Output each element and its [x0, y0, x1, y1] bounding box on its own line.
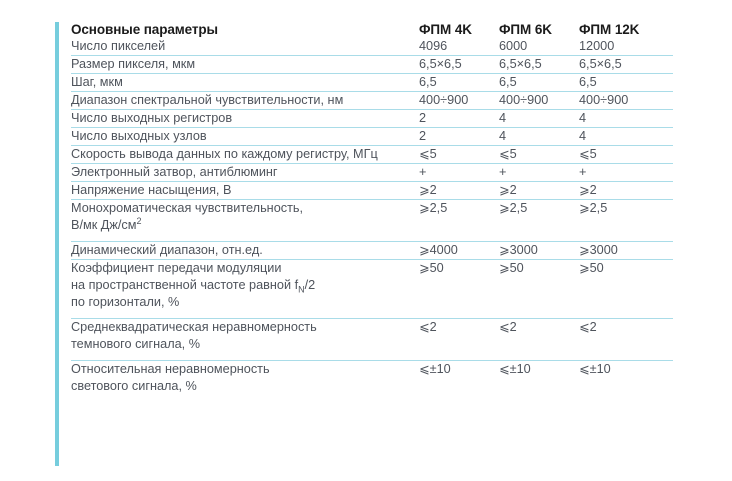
value-fpm-12k: 6,5×6,5	[579, 56, 673, 74]
value-fpm-12k: 4	[579, 128, 673, 146]
value-fpm-4k: ⩾50	[419, 260, 499, 319]
parameter-label: Скорость вывода данных по каждому регистру, МГц	[71, 146, 419, 164]
value-fpm-6k: 400÷900	[499, 92, 579, 110]
table-row	[71, 38, 673, 56]
parameter-label: Шаг, мкм	[71, 74, 419, 92]
value-fpm-6k: +	[499, 164, 579, 182]
table-body	[71, 38, 673, 402]
parameter-label: Электронный затвор, антиблюминг	[71, 164, 419, 182]
parameter-line-2: светового сигнала, %	[71, 379, 197, 394]
value-fpm-6k: ⩾2,5	[499, 200, 579, 242]
column-header-fpm-6k: ФПМ 6K	[499, 22, 552, 37]
value-fpm-4k: +	[419, 164, 499, 182]
parameter-label: Напряжение насыщения, В	[71, 182, 419, 200]
value-fpm-4k: 4096	[419, 39, 448, 54]
value-fpm-12k: ⩾2,5	[579, 200, 673, 242]
parameter-line-2-text: В/мк Дж/см	[71, 218, 137, 233]
value-fpm-6k: 6,5	[499, 74, 579, 92]
value-fpm-6k: ⩾2	[499, 182, 579, 200]
parameter-label	[71, 260, 419, 319]
value-fpm-4k: ⩽±10	[419, 361, 499, 403]
column-header-fpm-4k: ФПМ 4K	[419, 22, 472, 37]
value-fpm-4k: ⩾4000	[419, 242, 499, 260]
parameter-label: Число выходных узлов	[71, 128, 419, 146]
parameter-label	[71, 319, 419, 361]
value-fpm-12k: 12000	[579, 39, 615, 54]
value-fpm-6k: ⩽2	[499, 319, 579, 361]
parameter-line-3: по горизонтали, %	[71, 295, 180, 310]
table-row	[71, 260, 673, 319]
table-row	[71, 92, 673, 110]
left-accent-bar	[55, 22, 59, 466]
parameter-line-2: темнового сигнала, %	[71, 337, 201, 352]
table-header	[71, 22, 673, 38]
table-row	[71, 56, 673, 74]
parameter-line-1: Среднеквадратическая неравномерность	[71, 320, 317, 335]
value-fpm-4k: ⩾2,5	[419, 200, 499, 242]
table-title: Основные параметры	[71, 22, 218, 37]
value-fpm-6k: ⩾50	[499, 260, 579, 319]
table-row	[71, 242, 673, 260]
value-fpm-12k: ⩽2	[579, 319, 673, 361]
value-fpm-12k: ⩾3000	[579, 242, 673, 260]
value-fpm-6k: ⩽±10	[499, 361, 579, 403]
value-fpm-12k: +	[579, 164, 673, 182]
table-row	[71, 164, 673, 182]
table-row	[71, 182, 673, 200]
value-fpm-4k: 2	[419, 128, 499, 146]
table-row	[71, 110, 673, 128]
parameter-label: Число выходных регистров	[71, 110, 419, 128]
header-row	[71, 22, 673, 38]
parameter-line-1: Коэффициент передачи модуляции	[71, 261, 282, 276]
value-fpm-4k: ⩾2	[419, 182, 499, 200]
superscript-2: 2	[136, 215, 142, 226]
parameter-line-1: Монохроматическая чувствительность,	[71, 201, 304, 216]
parameter-line-2-tail: /2	[304, 278, 316, 293]
parameter-label: Диапазон спектральной чувствительности, нм	[71, 92, 419, 110]
value-fpm-6k: ⩽5	[499, 146, 579, 164]
value-fpm-6k: 6000	[499, 39, 528, 54]
parameter-label: Динамический диапазон, отн.ед.	[71, 242, 419, 260]
value-fpm-4k: ⩽5	[419, 146, 499, 164]
value-fpm-12k: 4	[579, 110, 673, 128]
parameter-label: Число пикселей	[71, 39, 166, 54]
table-row	[71, 146, 673, 164]
table-row	[71, 200, 673, 242]
value-fpm-4k: ⩽2	[419, 319, 499, 361]
value-fpm-12k: ⩾50	[579, 260, 673, 319]
parameter-line-1: Относительная неравномерность	[71, 362, 270, 377]
specifications-table	[71, 22, 673, 402]
value-fpm-12k: ⩽5	[579, 146, 673, 164]
value-fpm-12k: ⩾2	[579, 182, 673, 200]
value-fpm-4k: 6,5×6,5	[419, 56, 499, 74]
subscript-n: N	[298, 284, 305, 295]
value-fpm-4k: 2	[419, 110, 499, 128]
value-fpm-12k: 6,5	[579, 74, 673, 92]
parameter-line-2-text: на пространственной частоте равной f	[71, 278, 299, 293]
table-row	[71, 319, 673, 361]
value-fpm-6k: ⩾3000	[499, 242, 579, 260]
value-fpm-12k: ⩽±10	[579, 361, 673, 403]
value-fpm-12k: 400÷900	[579, 92, 673, 110]
table-row	[71, 361, 673, 403]
value-fpm-6k: 4	[499, 110, 579, 128]
value-fpm-6k: 4	[499, 128, 579, 146]
parameter-line-2	[71, 278, 316, 295]
parameter-label	[71, 361, 419, 403]
value-fpm-6k: 6,5×6,5	[499, 56, 579, 74]
column-header-fpm-12k: ФПМ 12K	[579, 22, 640, 37]
table-row	[71, 128, 673, 146]
parameter-line-2	[71, 215, 142, 233]
parameter-label: Размер пикселя, мкм	[71, 56, 419, 74]
value-fpm-4k: 6,5	[419, 74, 499, 92]
value-fpm-4k: 400÷900	[419, 92, 499, 110]
parameter-label	[71, 200, 419, 242]
table-row	[71, 74, 673, 92]
